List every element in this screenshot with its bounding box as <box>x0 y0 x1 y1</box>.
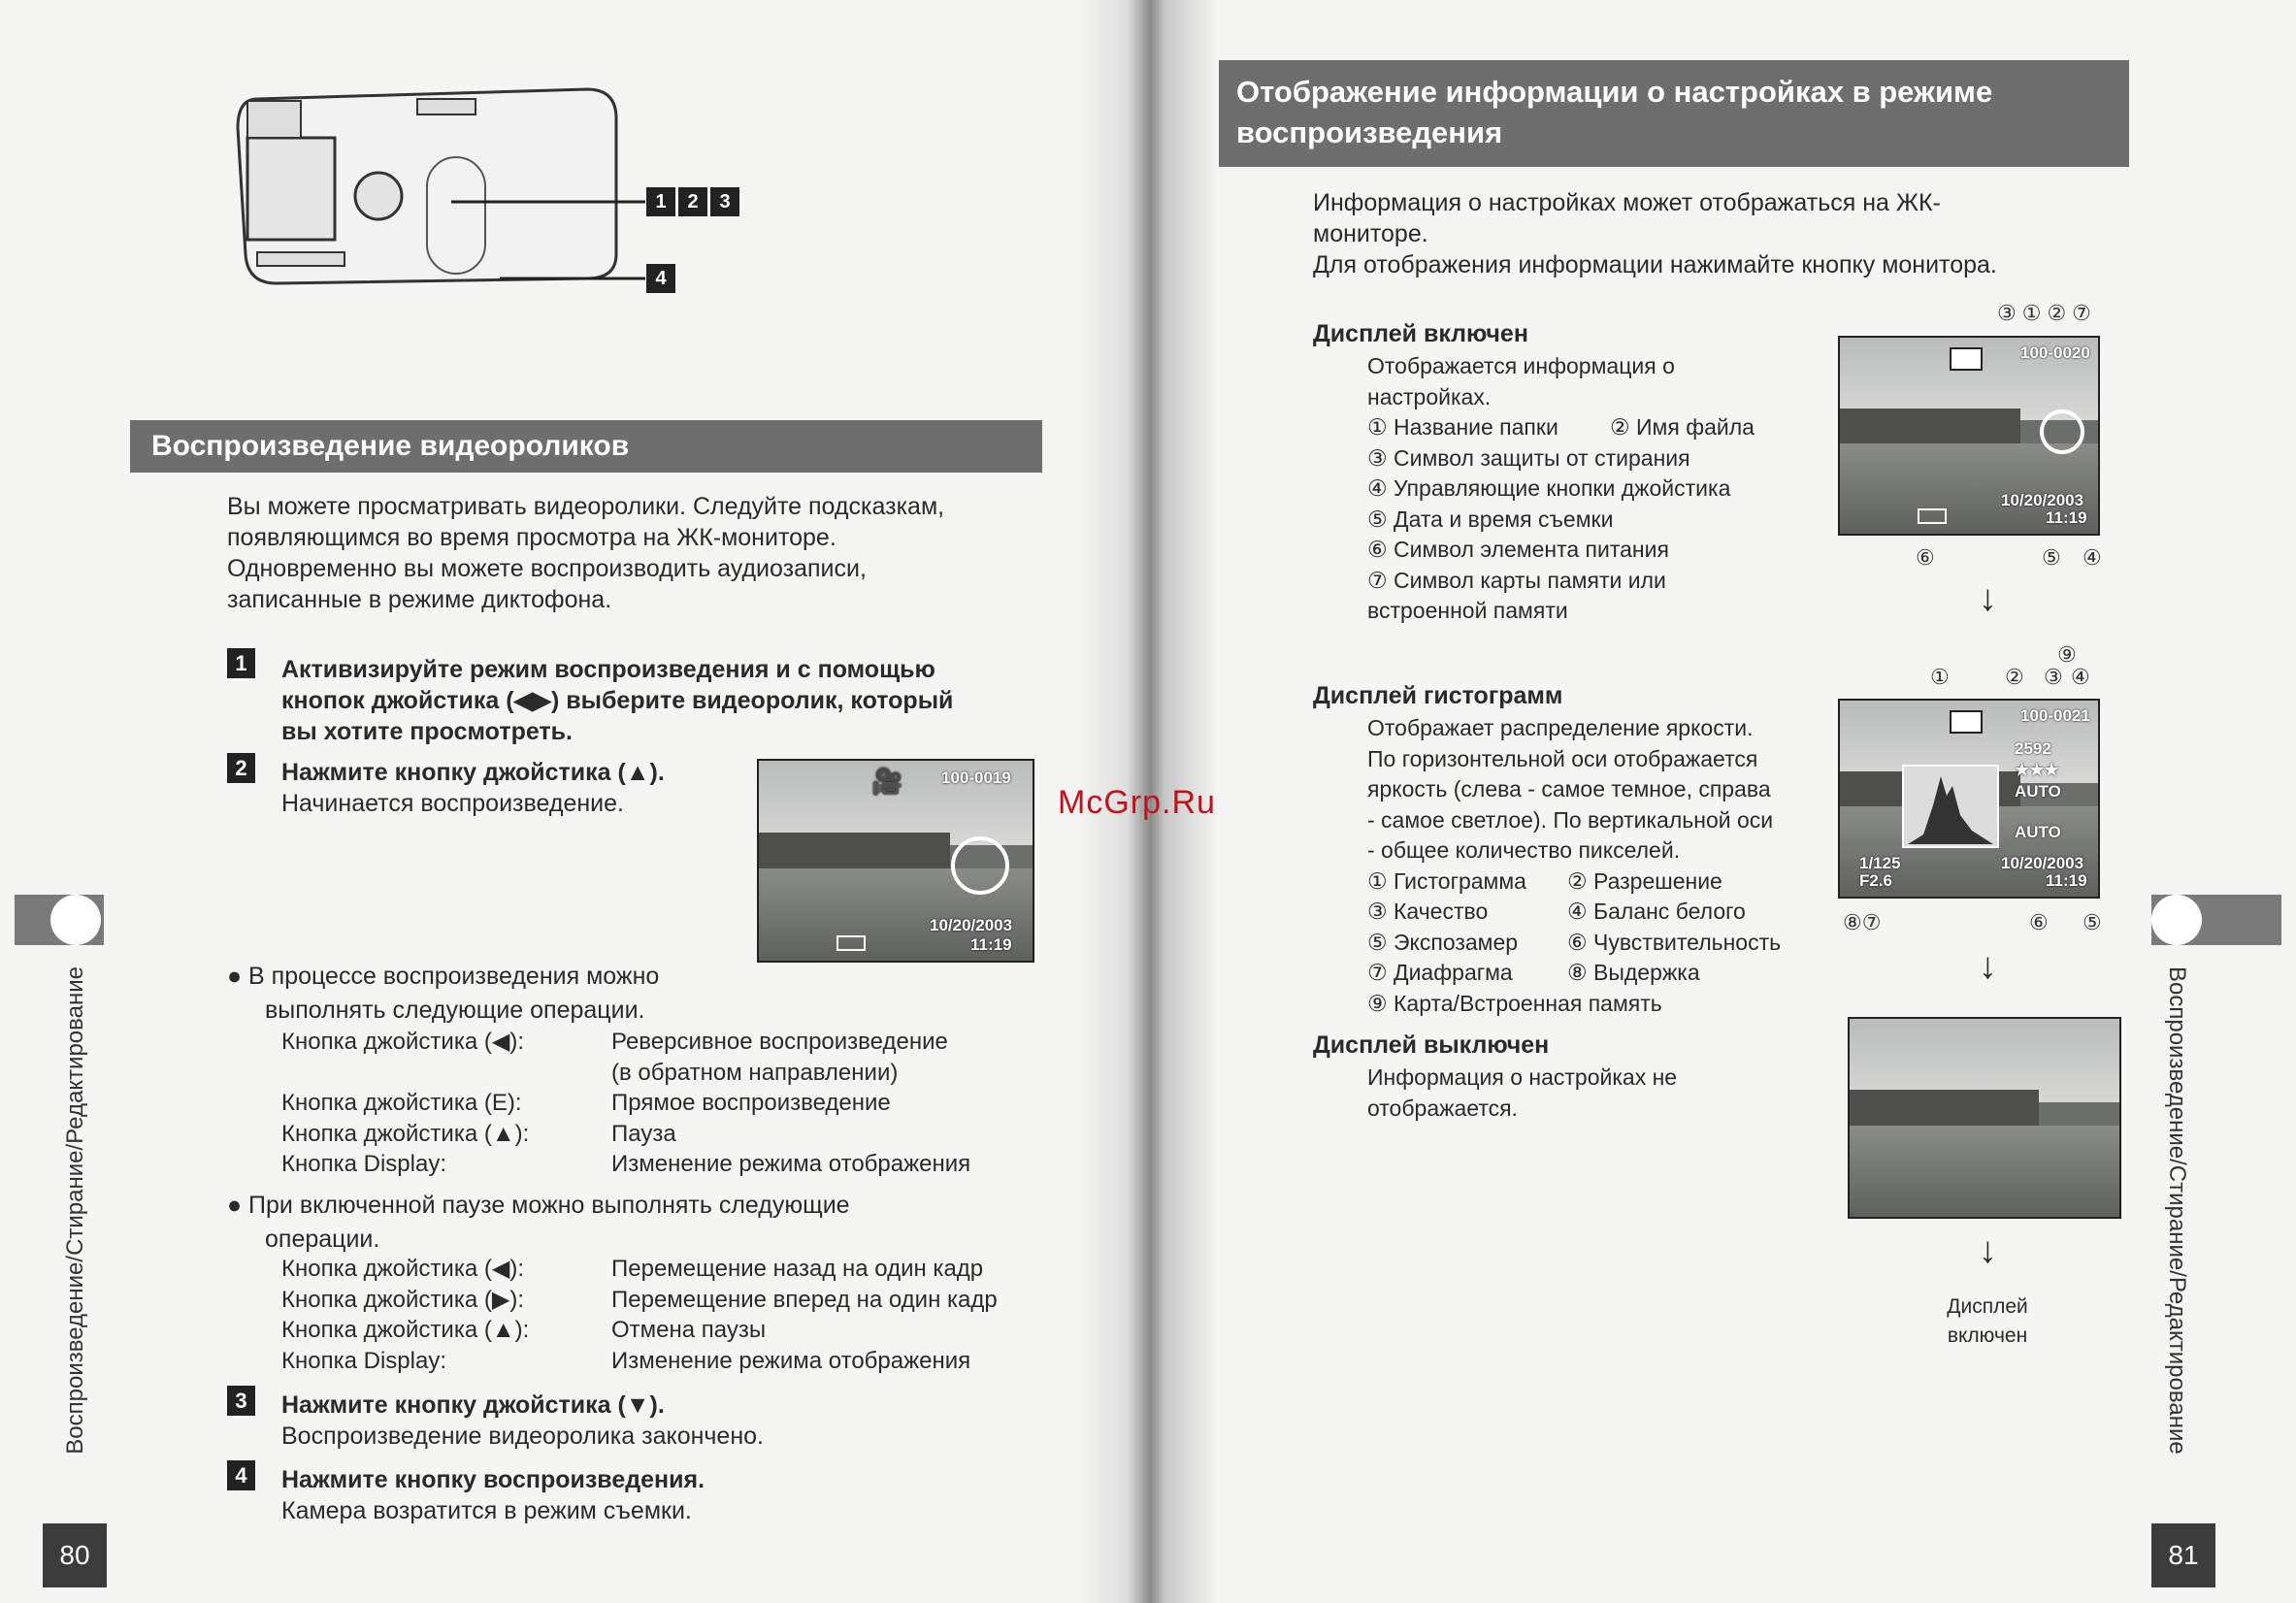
arrow-down-icon: ↓ <box>1979 1230 1997 1271</box>
item: ④ Баланс белого <box>1567 899 1746 924</box>
movie-icon: 🎥 <box>871 767 903 796</box>
camera-label-2: 2 <box>678 187 707 216</box>
op-value: Изменение режима отображения <box>611 1151 971 1177</box>
d1-title: Дисплей включен <box>1313 320 1528 347</box>
desc-line: - общее количество пикселей. <box>1367 837 1681 863</box>
op-key: Кнопка джойстика (▲): <box>281 1120 530 1147</box>
section-title <box>1217 60 2129 167</box>
bullet-icon: ● <box>227 1192 249 1219</box>
desc-line: отображается. <box>1367 1095 1518 1121</box>
item: ⑤ Дата и время съемки <box>1367 506 1614 532</box>
d3-title: Дисплей выключен <box>1313 1031 1550 1059</box>
item: ⑦ Символ карты памяти или <box>1367 567 1666 593</box>
histogram-graph <box>1904 767 1997 846</box>
right-page <box>1148 0 2296 1603</box>
battery-icon <box>836 935 866 951</box>
intro-line: Информация о настройках может отображаться на ЖК- <box>1313 189 1941 216</box>
desc-line: Отображает распределение яркости. <box>1367 715 1754 740</box>
intro-line: мониторе. <box>1313 220 1428 247</box>
step-3-body: Воспроизведение видеоролика закончено. <box>281 1423 764 1450</box>
lcd-wb: AUTO <box>2015 782 2061 801</box>
intro-line: записанные в режиме диктофона. <box>227 586 612 613</box>
item: ⑥ Символ элемента питания <box>1367 537 1669 562</box>
desc-line: По горизонтельной оси отображается <box>1367 745 1758 771</box>
battery-icon <box>1918 508 1947 524</box>
desc-line: - самое светлое). По вертикальной оси <box>1367 806 1774 833</box>
lcd-file: 100-0020 <box>2020 344 2090 362</box>
title-line: Отображение информации о настройках в режиме <box>1236 75 1993 109</box>
lcd-resolution: 2592 <box>2015 739 2051 758</box>
item: ⑦ Диафрагма <box>1367 960 1513 985</box>
d2-body <box>1367 713 1781 1019</box>
step-2-title: Нажмите кнопку джойстика (▲). <box>281 759 665 786</box>
step-line: кнопок джойстика (◀▶) выберите видеоролик, который <box>281 687 954 714</box>
callout-9: ⑨ <box>2057 642 2077 667</box>
play-icon <box>1950 347 1983 371</box>
item: ③ Символ защиты от стирания <box>1367 444 1690 471</box>
op-value: Прямое воспроизведение <box>611 1090 891 1116</box>
back-line: Дисплей <box>1947 1295 2028 1318</box>
item: ② Имя файла <box>1610 414 1755 440</box>
op-key: Кнопка джойстика (E): <box>281 1090 522 1116</box>
intro-text <box>227 491 944 615</box>
arrow-down-icon: ↓ <box>1979 578 1997 619</box>
item: встроенной памяти <box>1367 598 1568 623</box>
lcd-date: 10/20/2003 <box>2001 854 2084 872</box>
joystick-icon <box>2040 409 2084 454</box>
callout-6: ⑥ <box>1916 545 1935 570</box>
callout-1: ① <box>1930 665 1950 689</box>
page-number: 81 <box>2151 1523 2215 1587</box>
lcd-display-off <box>1848 1017 2121 1219</box>
lcd-time: 11:19 <box>2046 508 2087 527</box>
side-text: Воспроизведение/Стирание/Редактирование <box>62 966 88 1455</box>
tab-circle <box>2151 895 2202 945</box>
side-text: Воспроизведение/Стирание/Редактирование <box>2164 966 2190 1455</box>
bullet-1 <box>227 961 659 1026</box>
op-key: Кнопка Display: <box>281 1151 446 1177</box>
lcd-shutter: 1/125 <box>1859 854 1901 872</box>
play-icon <box>1950 710 1983 734</box>
step-4-body: Камера возратится в режим съемки. <box>281 1497 692 1524</box>
op-key: Кнопка джойстика (▶): <box>281 1286 524 1313</box>
item: ③ Качество <box>1367 899 1489 924</box>
tab-circle <box>50 895 101 945</box>
d1-body <box>1367 351 1755 627</box>
step-number: 2 <box>227 753 255 783</box>
title-line: воспроизведения <box>1236 115 1503 149</box>
step-4-title: Нажмите кнопку воспроизведения. <box>281 1466 705 1493</box>
item: ① Гистограмма <box>1367 867 1526 894</box>
intro-line: Вы можете просматривать видеоролики. Следуйте подсказкам, <box>227 493 945 520</box>
d3-body <box>1367 1063 1677 1124</box>
item: ⑥ Чувствительность <box>1567 929 1782 955</box>
desc-line: настройках. <box>1367 383 1492 409</box>
camera-label-4: 4 <box>646 264 675 293</box>
bullet-line: В процессе воспроизведения можно <box>248 963 660 990</box>
op-value: Перемещение назад на один кадр <box>611 1256 984 1282</box>
page-number: 80 <box>43 1523 107 1587</box>
op-key: Кнопка джойстика (▲): <box>281 1317 530 1343</box>
camera-label-3: 3 <box>710 187 739 216</box>
lcd-movie <box>757 759 1034 963</box>
op-value: (в обратном направлении) <box>611 1059 899 1086</box>
d1-top-callouts: ③①②⑦ <box>1997 301 2097 325</box>
lcd-time: 11:19 <box>2046 871 2087 890</box>
callout-2: ② <box>2005 665 2024 689</box>
joystick-icon <box>951 836 1009 895</box>
intro-line: появляющимся во время просмотра на ЖК-мониторе. <box>227 524 836 551</box>
step-line: Активизируйте режим воспроизведения и с помощью <box>281 656 935 683</box>
item: ④ Управляющие кнопки джойстика <box>1367 475 1731 501</box>
lcd-iso: AUTO <box>2015 823 2061 841</box>
camera-label-1: 1 <box>646 187 675 216</box>
lcd-file: 100-0021 <box>2020 706 2090 725</box>
intro-line: Для отображения информации нажимайте кнопку монитора. <box>1313 251 1997 278</box>
lcd-date: 10/20/2003 <box>2001 491 2084 509</box>
lcd-histogram <box>1838 699 2100 899</box>
back-to-display-on <box>1924 1292 2050 1351</box>
callout-5: ⑤ <box>2042 545 2061 570</box>
back-line: включен <box>1947 1325 2028 1347</box>
histogram <box>1902 765 1999 848</box>
step-3-title: Нажмите кнопку джойстика (▼). <box>281 1391 665 1419</box>
callout-6: ⑥ <box>2029 910 2049 934</box>
item: ② Разрешение <box>1567 867 1722 894</box>
lcd-quality: ★★★ <box>2015 761 2059 779</box>
desc-line: яркость (слева - самое темное, справа <box>1367 776 1771 802</box>
lcd-time: 11:19 <box>970 935 1012 954</box>
lcd-date: 10/20/2003 <box>930 916 1013 934</box>
item: ⑤ Экспозамер <box>1367 929 1519 955</box>
callout-4: ④ <box>2083 545 2102 570</box>
callout-8-7: ⑧⑦ <box>1843 910 1882 934</box>
op-value: Перемещение вперед на один кадр <box>611 1286 998 1313</box>
step-2-body: Начинается воспроизведение. <box>281 790 624 817</box>
op-key: Кнопка Display: <box>281 1347 446 1374</box>
section-title: Воспроизведение видеороликов <box>130 420 1042 473</box>
op-value: Пауза <box>611 1120 676 1147</box>
callout-5: ⑤ <box>2083 910 2102 934</box>
item: ⑨ Карта/Встроенная память <box>1367 990 1662 1016</box>
item: ⑧ Выдержка <box>1567 960 1700 985</box>
desc-line: Отображается информация о <box>1367 353 1675 378</box>
lcd-file: 100-0019 <box>941 769 1011 787</box>
bullet-line: операции. <box>265 1226 380 1253</box>
intro-text <box>1313 187 1997 280</box>
callout-3: ③ <box>2044 665 2063 689</box>
bullet-line: выполнять следующие операции. <box>265 997 645 1024</box>
watermark: McGrp.Ru <box>1058 784 1216 821</box>
bullet-icon: ● <box>227 963 249 990</box>
callout-4: ④ <box>2071 665 2090 689</box>
lcd-aperture: F2.6 <box>1859 871 1893 890</box>
step-1-title <box>281 654 953 747</box>
bullet-line: При включенной паузе можно выполнять следующие <box>248 1192 850 1219</box>
d2-title: Дисплей гистограмм <box>1313 682 1563 709</box>
step-number: 1 <box>227 648 255 678</box>
op-key: Кнопка джойстика (◀): <box>281 1256 524 1282</box>
step-number: 4 <box>227 1460 255 1490</box>
op-value: Реверсивное воспроизведение <box>611 1029 948 1055</box>
step-number: 3 <box>227 1386 255 1416</box>
op-value: Изменение режима отображения <box>611 1347 971 1374</box>
arrow-down-icon: ↓ <box>1979 946 1997 987</box>
desc-line: Информация о настройках не <box>1367 1064 1678 1090</box>
intro-line: Одновременно вы можете воспроизводить аудиозаписи, <box>227 555 867 582</box>
item: ① Название папки <box>1367 414 1558 440</box>
op-value: Отмена паузы <box>611 1317 767 1343</box>
op-key: Кнопка джойстика (◀): <box>281 1029 524 1055</box>
bullet-2 <box>227 1190 850 1255</box>
step-line: вы хотите просмотреть. <box>281 718 573 745</box>
lcd-display-on <box>1838 336 2100 536</box>
